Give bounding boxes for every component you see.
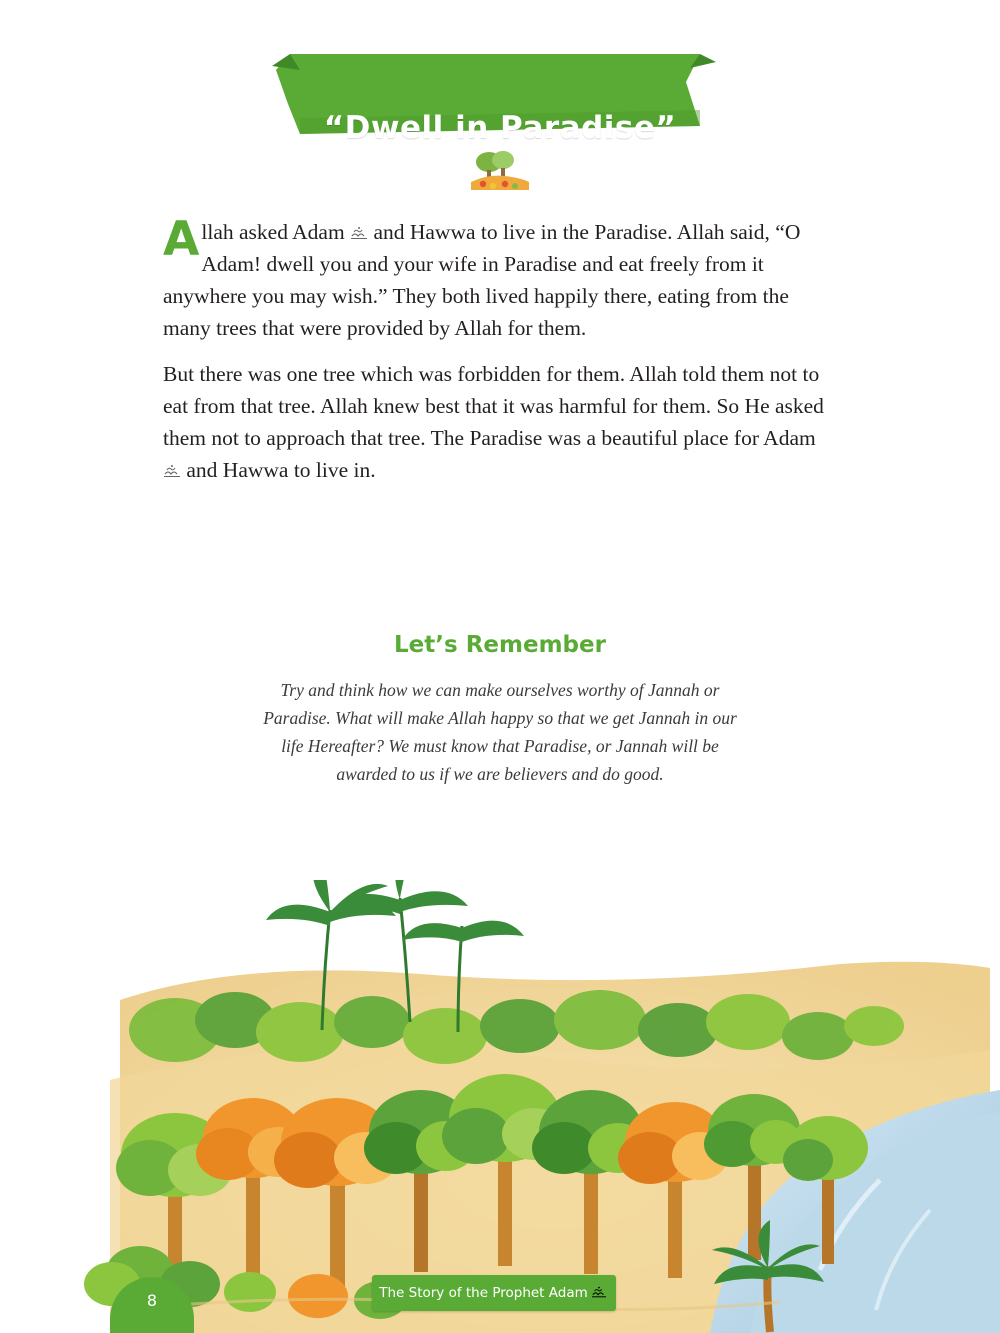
- arabic-honorific-alayhis-salam-icon: [591, 1285, 609, 1301]
- chapter-title-banner: [0, 48, 1000, 144]
- arabic-honorific-alayhis-salam-icon: [350, 225, 368, 241]
- footer-caption: The Story of the Prophet Adam: [379, 1285, 588, 1301]
- drop-cap: A: [163, 212, 200, 267]
- page-number: 8: [146, 1291, 158, 1310]
- paragraph-1-part-2: and Hawwa to live in the Paradise. Allah said, “O Adam! dwell you and your wife in Paradise and eat freely from it anywhere you may wish.” They both lived happily there, eating from the many trees that were provided by Allah for them.: [163, 220, 801, 340]
- paragraph-1-part-1: llah asked Adam: [201, 220, 351, 244]
- page-title: “Dwell in Paradise”: [323, 110, 677, 146]
- footer-caption-ribbon: [372, 1275, 616, 1311]
- tree-and-fruit-ornament-icon: [0, 148, 1000, 199]
- paragraph-1: [163, 212, 829, 344]
- paragraph-2-part-2: and Hawwa to live in.: [181, 458, 376, 482]
- lets-remember-text: Try and think how we can make ourselves worthy of Jannah or Paradise. What will make Allah happy so that we get Jannah in our life Hereafter? We must know that Paradise, or Jannah will be awarded to us if we are believers and do good.: [263, 680, 737, 784]
- paradise-forest-and-river-illustration: [0, 880, 1000, 1333]
- lets-remember-heading: Let’s Remember: [394, 632, 606, 658]
- paragraph-2-part-1: But there was one tree which was forbidden for them. Allah told them not to eat from that tree. Allah knew best that it was harmful for them. So He asked them not to approach that tree. The Paradise was a beautiful place for Adam: [163, 362, 824, 450]
- arabic-honorific-alayhis-salam-icon: [163, 463, 181, 479]
- paragraph-2: [163, 358, 829, 486]
- story-text-column: [163, 212, 829, 500]
